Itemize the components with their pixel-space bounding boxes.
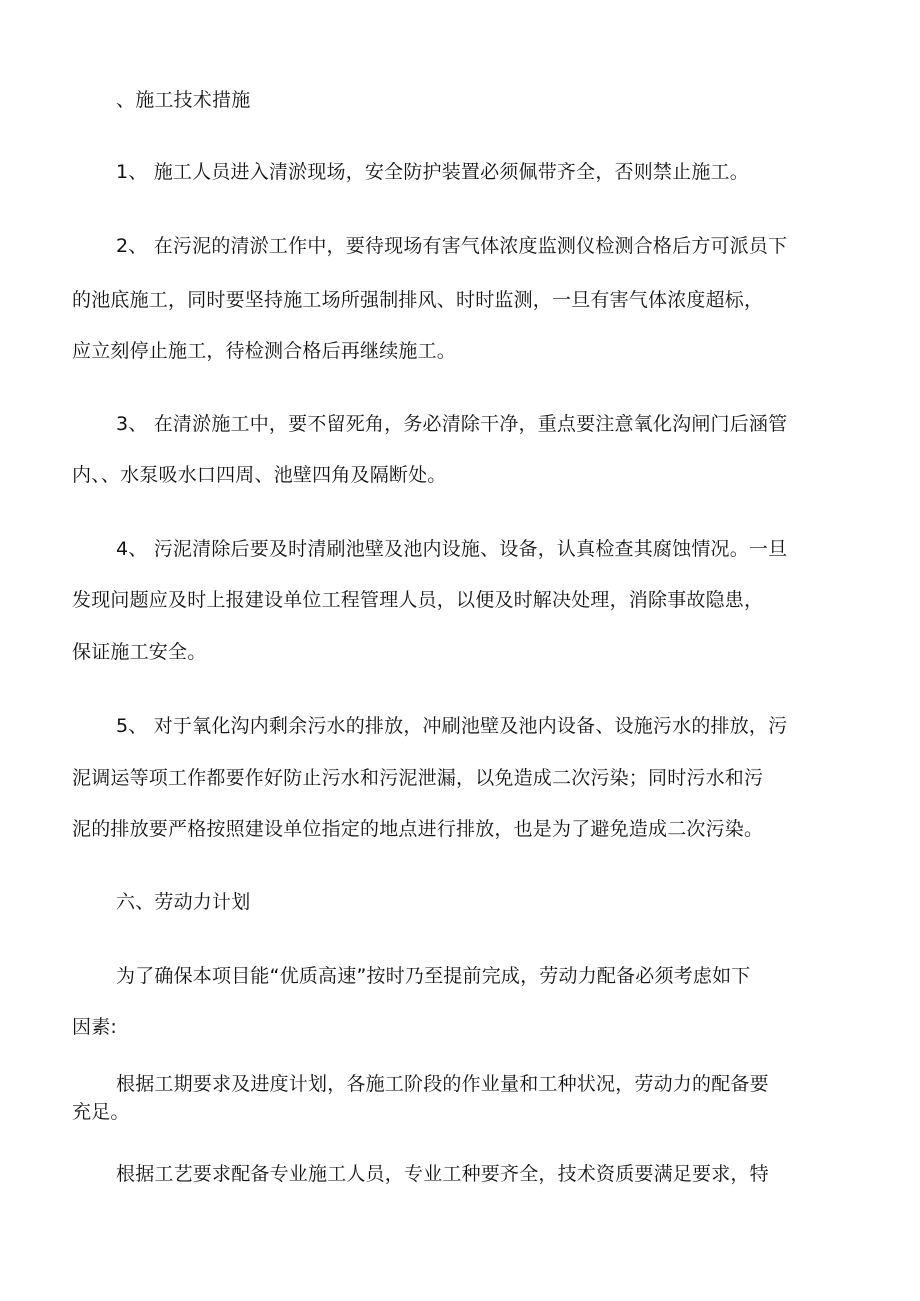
labor-factor-1-line-1: 根据工期要求及进度计划，各施工阶段的作业量和工种状况，劳动力的配备要	[116, 1073, 769, 1095]
measure-item-1: 1、 施工人员进入清淤现场，安全防护装置必须佩带齐全，否则禁止施工。	[116, 161, 749, 183]
measure-item-4-line-1: 4、 污泥清除后要及时清刷池壁及池内设施、设备，认真检查其腐蚀情况。一旦	[116, 538, 788, 560]
labor-intro-line-2: 因素:	[72, 1016, 118, 1038]
labor-factor-1-line-2: 充足。	[72, 1101, 130, 1123]
measure-item-3-line-2: 内、、水泵吸水口四周、池壁四角及隔断处。	[72, 464, 447, 486]
section-heading-measures: 、施工技术措施	[116, 89, 251, 111]
labor-intro-line-1: 为了确保本项目能“优质高速”按时乃至提前完成，劳动力配备必须考虑如下	[116, 965, 751, 987]
measure-item-4-line-2: 发现问题应及时上报建设单位工程管理人员，以便及时解决处理，消除事故隐患，	[72, 589, 764, 611]
section-heading-labor: 六、劳动力计划	[116, 891, 251, 913]
measure-item-3-line-1: 3、 在清淤施工中，要不留死角，务必清除干净，重点要注意氧化沟闸门后涵管	[116, 413, 788, 435]
measure-item-2-line-1: 2、 在污泥的清淤工作中，要待现场有害气体浓度监测仪检测合格后方可派员下	[116, 235, 788, 257]
measure-item-5-line-3: 泥的排放要严格按照建设单位指定的地点进行排放，也是为了避免造成二次污染。	[72, 818, 764, 840]
measure-item-5-line-2: 泥调运等项工作都要作好防止污水和污泥泄漏，以免造成二次污染；同时污水和污	[72, 767, 764, 789]
measure-item-5-line-1: 5、 对于氧化沟内剩余污水的排放，冲刷池壁及池内设备、设施污水的排放，污	[116, 715, 788, 737]
measure-item-4-line-3: 保证施工安全。	[72, 641, 207, 663]
measure-item-2-line-2: 的池底施工，同时要坚持施工场所强制排风、时时监测，一旦有害气体浓度超标，	[72, 289, 764, 311]
labor-factor-2-line-1: 根据工艺要求配备专业施工人员，专业工种要齐全，技术资质要满足要求，特	[116, 1163, 769, 1185]
measure-item-2-line-3: 应立刻停止施工，待检测合格后再继续施工。	[72, 340, 457, 362]
